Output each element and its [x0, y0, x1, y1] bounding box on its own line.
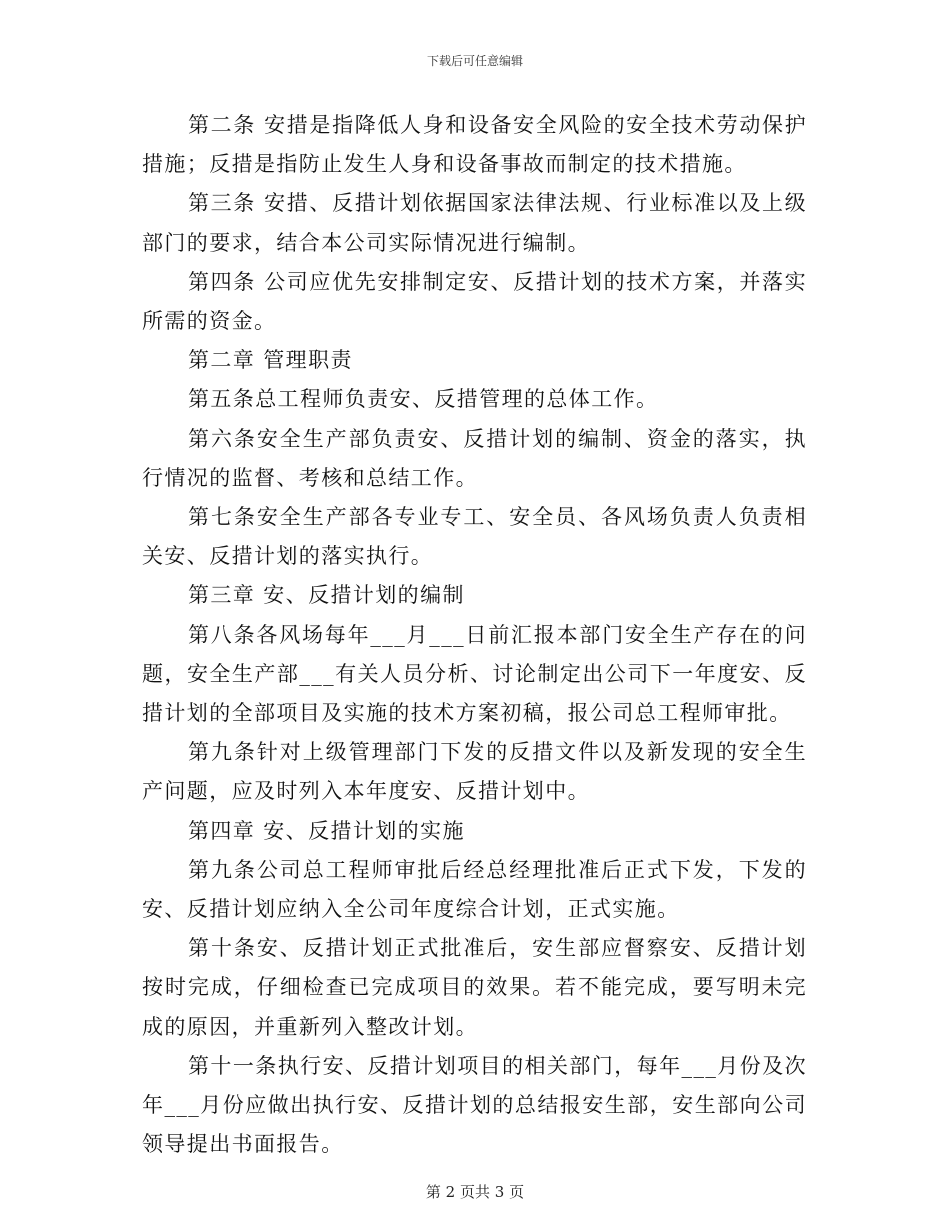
chapter-3-heading: 第三章 安、反措计划的编制	[188, 583, 465, 608]
document-body	[142, 106, 807, 1164]
article-5: 第五条总工程师负责安、反措管理的总体工作。	[188, 387, 659, 412]
article-4: 第四条 公司应优先安排制定安、反措计划的技术方案，并落实所需的资金。	[142, 269, 807, 334]
article-9a: 第九条针对上级管理部门下发的反措文件以及新发现的安全生产问题，应及时列入本年度安、反措计划中。	[142, 740, 807, 804]
article-3: 第三条 安措、反措计划依据国家法律法规、行业标准以及上级部门的要求，结合本公司实际情况进行编制。	[142, 191, 807, 255]
article-8: 第八条各风场每年___月___日前汇报本部门安全生产存在的问题，安全生产部___有关人员分析、讨论制定出公司下一年度安、反措计划的全部项目及实施的技术方案初稿，报公司总工程师审批。	[142, 622, 807, 726]
chapter-4-heading: 第四章 安、反措计划的实施	[188, 818, 465, 843]
page-footer: 第 2 页共 3 页	[425, 1183, 525, 1201]
chapter-2-heading: 第二章 管理职责	[188, 348, 353, 373]
article-9b: 第九条公司总工程师审批后经总经理批准后正式下发，下发的安、反措计划应纳入全公司年度综合计划，正式实施。	[142, 857, 807, 922]
article-7: 第七条安全生产部各专业专工、安全员、各风场负责人负责相关安、反措计划的落实执行。	[142, 505, 807, 569]
article-10: 第十条安、反措计划正式批准后，安生部应督察安、反措计划按时完成，仔细检查已完成项目的效果。若不能完成，要写明未完成的原因，并重新列入整改计划。	[142, 936, 807, 1039]
page-header: 下载后可任意编辑	[426, 54, 523, 68]
article-2: 第二条 安措是指降低人身和设备安全风险的安全技术劳动保护措施；反措是指防止发生人身和设备事故而制定的技术措施。	[142, 113, 807, 177]
article-11: 第十一条执行安、反措计划项目的相关部门，每年___月份及次年___月份应做出执行安、反措计划的总结报安生部，安生部向公司领导提出书面报告。	[142, 1053, 807, 1157]
article-6: 第六条安全生产部负责安、反措计划的编制、资金的落实，执行情况的监督、考核和总结工作。	[142, 426, 807, 490]
